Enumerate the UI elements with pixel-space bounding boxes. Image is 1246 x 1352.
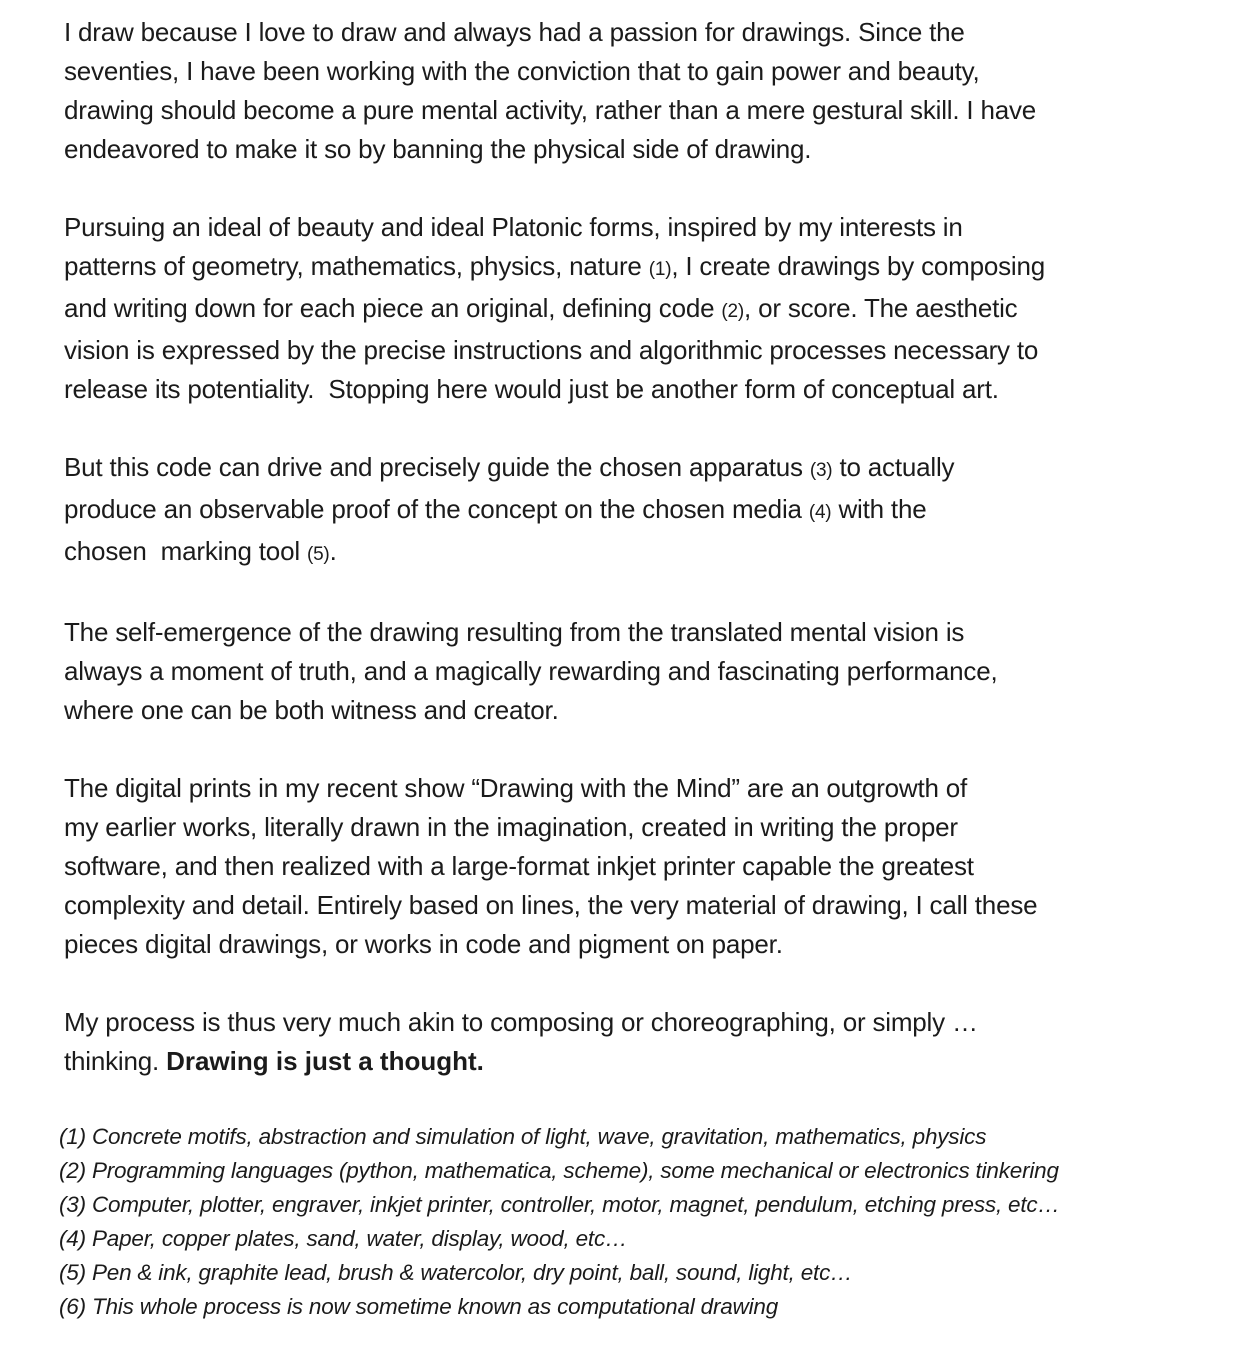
text-line	[64, 13, 1196, 52]
text-line	[64, 652, 1196, 691]
text-segment: , I create drawings by composing	[671, 251, 1046, 281]
text-segment: The digital prints in my recent show “Drawing with the Mind” are an outgrowth of	[64, 773, 968, 803]
text-segment: .	[329, 536, 337, 566]
footnote-2: (2) Programming languages (python, mathematica, scheme), some mechanical or electronics tinkering	[59, 1158, 1059, 1183]
text-segment: chosen marking tool	[64, 536, 307, 566]
text-segment: patterns of geometry, mathematics, physics, nature	[64, 251, 649, 281]
text-segment: seventies, I have been working with the conviction that to gain power and beauty,	[64, 56, 980, 86]
text-line	[64, 808, 1196, 847]
text-segment: The self-emergence of the drawing resulting from the translated mental vision is	[64, 617, 965, 647]
footnote-6: (6) This whole process is now sometime known as computational drawing	[59, 1294, 779, 1319]
text-segment: to actually	[832, 452, 955, 482]
text-segment: vision is expressed by the precise instructions and algorithmic processes necessary to	[64, 335, 1039, 365]
text-line	[64, 925, 1196, 964]
footnote-marker: (1)	[648, 259, 672, 280]
text-line	[64, 208, 1196, 247]
text-line	[64, 847, 1196, 886]
text-line	[64, 886, 1196, 925]
text-line	[64, 532, 1196, 574]
text-segment: pieces digital drawings, or works in code and pigment on paper.	[64, 929, 783, 959]
paragraph-process-conclusion	[64, 1003, 1196, 1081]
text-line	[64, 1003, 1196, 1042]
footnote-1: (1) Concrete motifs, abstraction and simulation of light, wave, gravitation, mathematics, physics	[59, 1124, 987, 1149]
text-segment: My process is thus very much akin to composing or choreographing, or simply …	[64, 1007, 978, 1037]
text-segment: Pursuing an ideal of beauty and ideal Platonic forms, inspired by my interests in	[64, 212, 963, 242]
text-line	[64, 613, 1196, 652]
footnote-4: (4) Paper, copper plates, sand, water, display, wood, etc…	[59, 1226, 628, 1251]
text-segment: , or score. The aesthetic	[744, 293, 1018, 323]
text-segment: complexity and detail. Entirely based on lines, the very material of drawing, I call these	[64, 890, 1038, 920]
text-line	[64, 490, 1196, 532]
text-segment: software, and then realized with a large-format inkjet printer capable the greatest	[64, 851, 974, 881]
bold-phrase: Drawing is just a thought.	[166, 1046, 484, 1076]
footnote-3: (3) Computer, plotter, engraver, inkjet printer, controller, motor, magnet, pendulum, etching press, etc…	[59, 1192, 1060, 1217]
paragraph-pursuing-ideal	[64, 208, 1196, 409]
text-segment: with the	[831, 494, 927, 524]
text-line	[64, 1042, 1196, 1081]
footnote-marker: (4)	[808, 502, 832, 523]
text-line	[64, 130, 1196, 169]
text-segment: thinking.	[64, 1046, 167, 1076]
paragraph-self-emergence	[64, 613, 1196, 730]
text-segment: and writing down for each piece an original, defining code	[64, 293, 722, 323]
text-segment: But this code can drive and precisely guide the chosen apparatus	[64, 452, 810, 482]
text-line	[64, 691, 1196, 730]
footnote-marker: (2)	[721, 301, 745, 322]
statement-body	[64, 13, 1196, 1081]
text-line	[64, 289, 1196, 331]
footnote-marker: (3)	[809, 460, 833, 481]
text-line	[64, 370, 1196, 409]
text-segment: always a moment of truth, and a magically rewarding and fascinating performance,	[64, 656, 998, 686]
text-segment: endeavored to make it so by banning the physical side of drawing.	[64, 134, 812, 164]
text-line	[64, 331, 1196, 370]
text-segment: where one can be both witness and creator.	[64, 695, 559, 725]
paragraph-intro	[64, 13, 1196, 169]
text-line	[64, 769, 1196, 808]
text-line	[64, 448, 1196, 490]
text-line	[64, 247, 1196, 289]
text-line	[64, 91, 1196, 130]
footnote-marker: (5)	[306, 544, 330, 565]
text-segment: release its potentiality. Stopping here would just be another form of conceptual art.	[64, 374, 999, 404]
text-segment: I draw because I love to draw and always had a passion for drawings. Since the	[64, 17, 965, 47]
paragraph-code-drives	[64, 448, 1196, 574]
paragraph-digital-prints	[64, 769, 1196, 964]
text-segment: my earlier works, literally drawn in the imagination, created in writing the proper	[64, 812, 958, 842]
footnote-5: (5) Pen & ink, graphite lead, brush & watercolor, dry point, ball, sound, light, etc…	[59, 1260, 853, 1285]
text-segment: produce an observable proof of the concept on the chosen media	[64, 494, 809, 524]
text-segment: drawing should become a pure mental activity, rather than a mere gestural skill. I have	[64, 95, 1037, 125]
footnotes-list	[59, 1120, 1196, 1324]
text-line	[64, 52, 1196, 91]
